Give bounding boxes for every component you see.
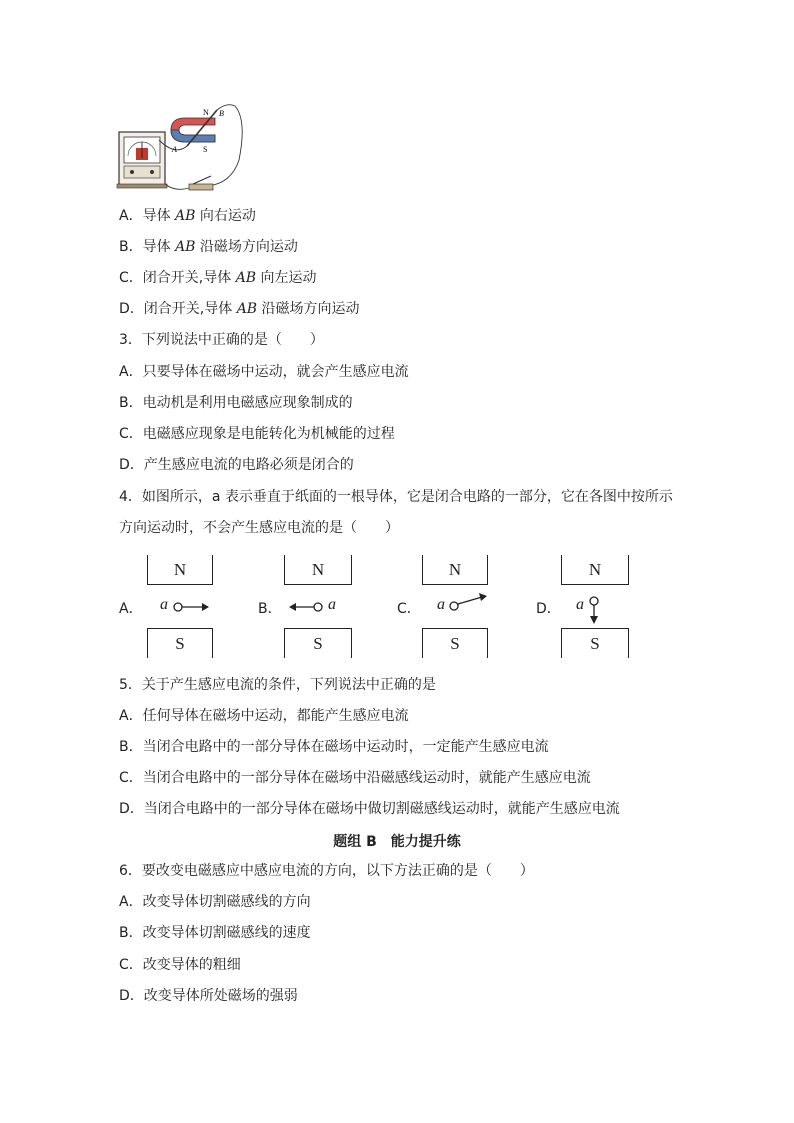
- q6-option-d: D．改变导体所处磁场的强弱: [119, 988, 298, 1004]
- q3-stem: 3．下列说法中正确的是（ ）: [119, 332, 324, 348]
- q2-option-c: C．闭合开关,导体 AB 向左运动: [119, 270, 317, 286]
- q3-option-a: A．只要导体在磁场中运动，就会产生感应电流: [119, 364, 409, 380]
- q4-c-north-pole: N: [422, 555, 488, 585]
- q4-option-d-label: D．: [536, 601, 561, 617]
- q5-option-c: C．当闭合电路中的一部分导体在磁场中沿磁感线运动时，就能产生感应电流: [119, 770, 591, 786]
- q5-stem: 5．关于产生感应电流的条件，下列说法中正确的是: [119, 677, 436, 693]
- q4-a-conductor-label: a: [160, 596, 168, 613]
- q4-d-south-pole: S: [561, 628, 629, 658]
- q4-c-motion-arrow-icon: [446, 592, 496, 616]
- q4-d-motion-arrow-icon: [586, 595, 606, 629]
- q4-b-south-pole: S: [284, 628, 352, 658]
- q2-option-a: A．导体 AB 向右运动: [119, 208, 256, 224]
- q3-option-d: D．产生感应电流的电路必须是闭合的: [119, 457, 354, 473]
- q4-d-conductor-label: a: [576, 596, 584, 613]
- figure-label-n: N: [203, 108, 209, 117]
- q4-b-north-pole: N: [284, 555, 352, 585]
- q2-option-d: D．闭合开关,导体 AB 沿磁场方向运动: [119, 301, 360, 317]
- figure-label-b: B: [219, 109, 224, 118]
- q4-c-conductor-label: a: [437, 596, 445, 613]
- q2-option-b: B．导体 AB 沿磁场方向运动: [119, 239, 298, 255]
- q6-option-a: A．改变导体切割磁感线的方向: [119, 894, 311, 910]
- q4-option-b-label: B．: [258, 601, 282, 617]
- q4-b-conductor-label: a: [328, 596, 336, 613]
- q4-stem-line2: 方向运动时，不会产生感应电流的是（ ）: [119, 520, 399, 536]
- q4-d-north-pole: N: [561, 555, 629, 585]
- q4-a-south-pole: S: [147, 628, 213, 658]
- q4-stem-line1: 4．如图所示，a 表示垂直于纸面的一根导体，它是闭合电路的一部分，它在各图中按所示: [119, 489, 673, 505]
- switch-icon: [165, 176, 213, 190]
- q4-a-north-pole: N: [147, 555, 213, 585]
- induction-apparatus-figure: [115, 100, 255, 196]
- q6-stem: 6．要改变电磁感应中感应电流的方向，以下方法正确的是（ ）: [119, 863, 534, 879]
- q4-option-c-label: C．: [397, 601, 421, 617]
- q3-option-b: B．电动机是利用电磁感应现象制成的: [119, 395, 353, 411]
- q4-c-south-pole: S: [422, 628, 488, 658]
- q4-option-a-label: A．: [119, 601, 143, 617]
- q5-option-d: D．当闭合电路中的一部分导体在磁场中做切割磁感线运动时，就能产生感应电流: [119, 801, 620, 817]
- q6-option-c: C．改变导体的粗细: [119, 957, 241, 973]
- q4-a-motion-arrow-icon: [170, 598, 220, 618]
- q3-option-c: C．电磁感应现象是电能转化为机械能的过程: [119, 426, 395, 442]
- section-b-title: 题组 B 能力提升练: [333, 834, 461, 850]
- q5-option-a: A．任何导体在磁场中运动，都能产生感应电流: [119, 708, 409, 724]
- figure-label-s: S: [203, 145, 208, 154]
- figure-label-a: A: [172, 145, 177, 154]
- q4-b-motion-arrow-icon: [286, 598, 336, 618]
- q5-option-b: B．当闭合电路中的一部分导体在磁场中运动时，一定能产生感应电流: [119, 739, 549, 755]
- q6-option-b: B．改变导体切割磁感线的速度: [119, 925, 311, 941]
